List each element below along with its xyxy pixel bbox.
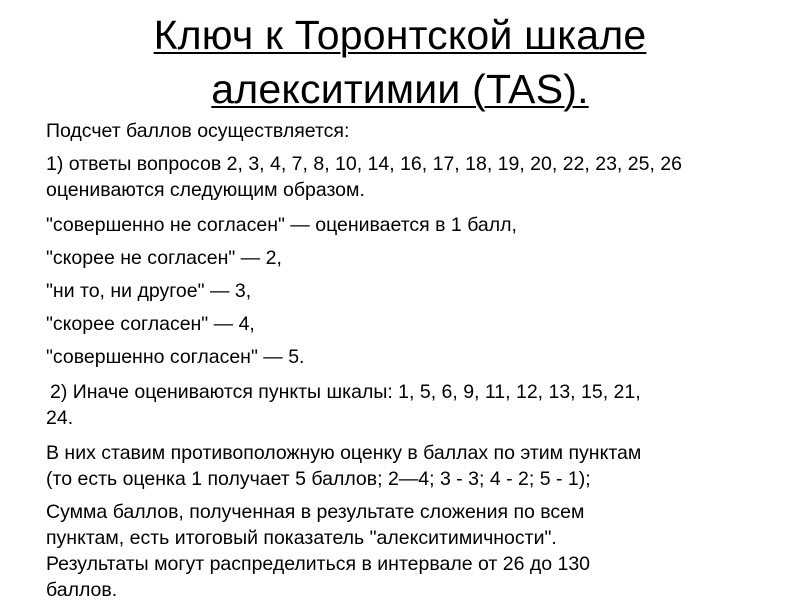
intro-text: Подсчет баллов осуществляется: xyxy=(46,120,350,142)
rule-1 xyxy=(46,151,766,203)
rule-1-line-1: 1) ответы вопросов 2, 3, 4, 7, 8, 10, 14, 16, 17, 18, 19, 20, 22, 23, 25, 26 xyxy=(46,153,682,175)
reverse-line-2: (то есть оценка 1 получает 5 баллов; 2—4; 3 - 3; 4 - 2; 5 - 1); xyxy=(46,468,591,490)
sum-line-2: пунктам, есть итоговый показатель "алекситимичности". xyxy=(46,527,557,549)
score-3-text: "ни то, ни другое" — 3, xyxy=(46,280,252,302)
reverse-scoring xyxy=(46,440,766,492)
rule-2 xyxy=(46,379,766,405)
rule-1-line-2: оцениваются следующим образом. xyxy=(46,179,365,201)
score-4-text: "скорее согласен" — 4, xyxy=(46,313,255,335)
sum-line-1: Сумма баллов, полученная в результате сложения по всем xyxy=(46,501,585,523)
range-line-2: баллов. xyxy=(46,579,118,601)
slide-title xyxy=(60,8,740,116)
score-1-text: "совершенно не согласен" — оценивается в 1 балл, xyxy=(46,214,517,236)
slide-body xyxy=(46,118,766,603)
rule-2-line-1: 2) Иначе оцениваются пункты шкалы: 1, 5, 6, 9, 11, 12, 13, 15, 21, xyxy=(50,381,641,403)
reverse-line-1: В них ставим противоположную оценку в баллах по этим пунктам xyxy=(46,442,642,464)
slide-title-line-1: Ключ к Торонтской шкале xyxy=(153,12,647,58)
sum-description xyxy=(46,499,766,603)
score-2-text: "скорее не согласен" — 2, xyxy=(46,247,282,269)
range-line-1: Результаты могут распределиться в интервале от 26 до 130 xyxy=(46,553,591,575)
rule-2-line-2: 24. xyxy=(46,407,74,429)
slide-title-line-2: алекситимии (TAS). xyxy=(211,66,589,112)
score-5-text: "совершенно согласен" — 5. xyxy=(46,346,305,368)
